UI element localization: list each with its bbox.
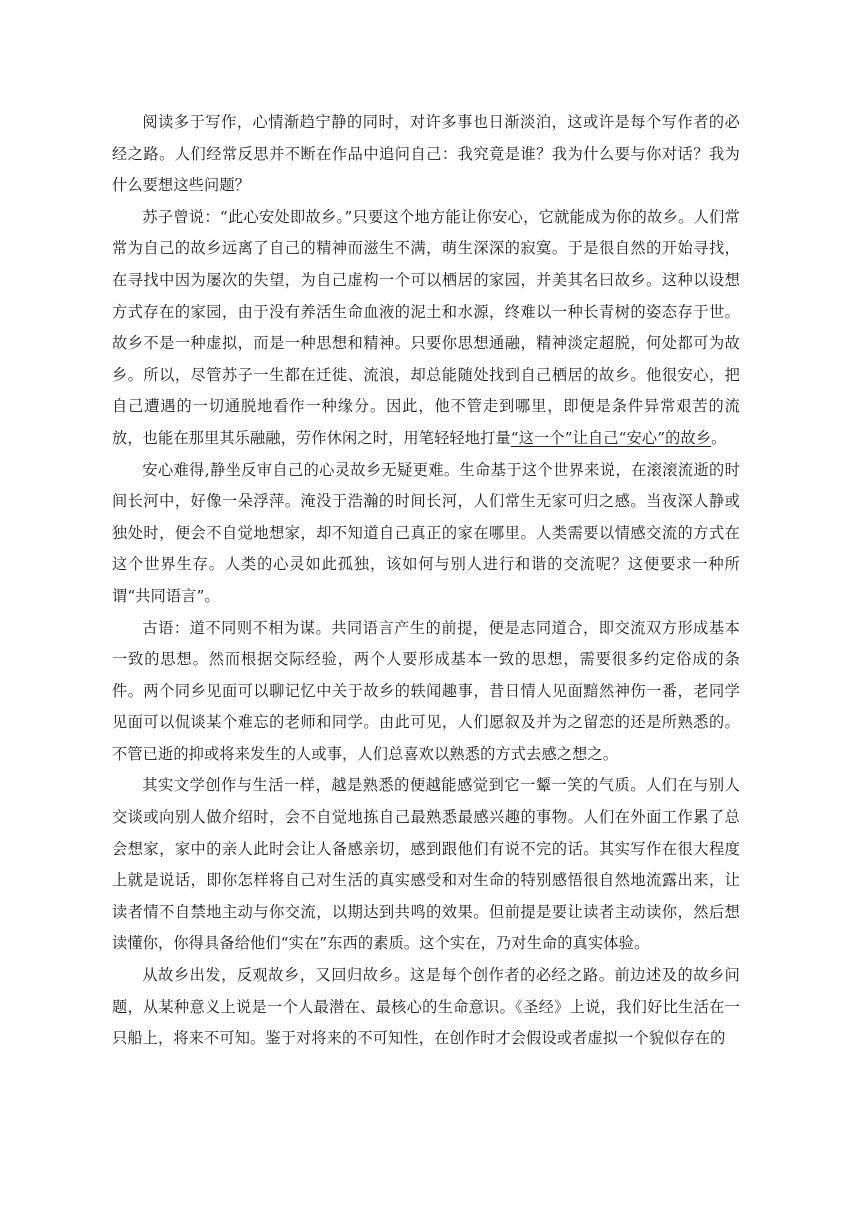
paragraph-2-text: 苏子曾说：“此心安处即故乡。”只要这个地方能让你安心，它就能成为你的故乡。人们常常为自己的故乡远离了自己的精神而滋生不满，萌生深深的寂寞。于是很自然的开始寻找，在寻找中因为屡次的失望，为自己虚构一个可以栖居的家园，并美其名曰故乡。这种以设想方式存在的家园，由于没有养活生命血液的泥土和水源，终难以一种长青树的姿态存于世。故乡不是一种虚拟，而是一种思想和精神。只要你思想通融，精神淡定超脱，何处都可为故乡。所以，尽管苏子一生都在迁徙、流浪，却总能随处找到自己栖居的故乡。他很安心，把自己遭遇的一切通脱地看作一种缘分。因此，他不管走到哪里，即便是条件异常艰苦的流放，也能在那里其乐融融，劳作休闲之时，用笔轻轻地打量 (112, 207, 740, 447)
paragraph-3: 安心难得,静坐反审自己的心灵故乡无疑更难。生命基于这个世界来说，在滚滚流逝的时间长河中，好像一朵浮萍。淹没于浩瀚的时间长河，人们常生无家可归之感。当夜深人静或独处时，便会不自觉地想家，却不知道自己真正的家在哪里。人类需要以情感交流的方式在这个世界生存。人类的心灵如此孤独，该如何与别人进行和谐的交流呢？这便要求一种所谓“共同语言”。 (112, 460, 740, 605)
paragraph-5: 其实文学创作与生活一样，越是熟悉的便越能感觉到它一颦一笑的气质。人们在与别人交谈或向别人做介绍时，会不自觉地拣自己最熟悉最感兴趣的事物。人们在外面工作累了总会想家，家中的亲人此时会让人备感亲切，感到跟他们有说不完的话。其实写作在很大程度上就是说话，即你怎样将自己对生活的真实感受和对生命的特别感悟很自然地流露出来，让读者情不自禁地主动与你交流，以期达到共鸣的效果。但前提是要让读者主动读你，然后想读懂你，你得具备给他们“实在”东西的素质。这个实在，乃对生命的真实体验。 (112, 776, 740, 953)
paragraph-6: 从故乡出发，反观故乡，又回归故乡。这是每个创作者的必经之路。前边述及的故乡问题，从某种意义上说是一个人最潜在、最核心的生命意识。《圣经》上说，我们好比生活在一只船上，将来不可知。鉴于对将来的不可知性，在创作时才会假设或者虚拟一个貌似存在的 (112, 966, 740, 1048)
paragraph-4: 古语：道不同则不相为谋。共同语言产生的前提，便是志同道合，即交流双方形成基本一致的思想。然而根据交际经验，两个人要形成基本一致的思想，需要很多约定俗成的条件。两个同乡见面可以聊记忆中关于故乡的轶闻趣事，昔日情人见面黯然神伤一番，老同学见面可以侃谈某个难忘的老师和同学。由此可见，人们愿叙及并为之留恋的还是所熟悉的。不管已逝的抑或将来发生的人或事，人们总喜欢以熟悉的方式去感之想之。 (112, 618, 740, 763)
paragraph-2-ending: 。 (711, 428, 727, 447)
paragraph-1: 阅读多于写作，心情渐趋宁静的同时，对许多事也日渐淡泊，这或许是每个写作者的必经之路。人们经常反思并不断在作品中追问自己：我究竟是谁？我为什么要与你对话？我为什么要想这些问题？ (112, 113, 740, 195)
paragraph-2 (112, 202, 740, 455)
underlined-phrase: “这一个”让自己“安心”的故乡 (510, 428, 712, 447)
document-body (112, 107, 740, 1055)
